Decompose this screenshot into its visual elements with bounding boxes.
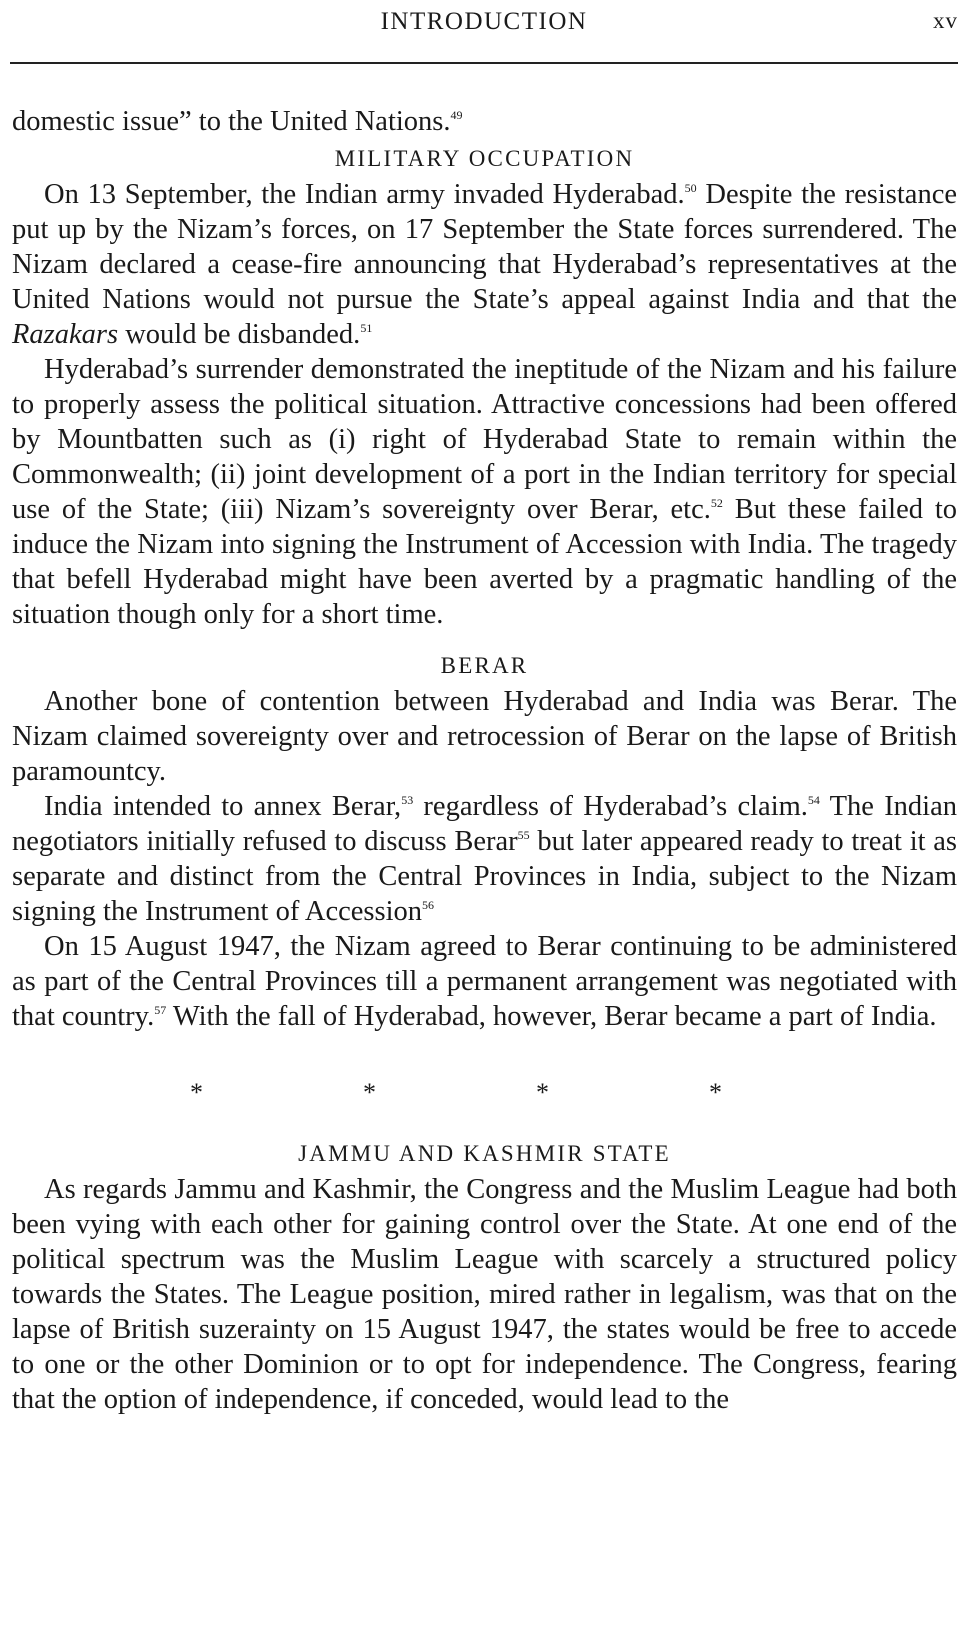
paragraph: On 13 September, the Indian army invaded Hyderabad.$^{50}$ Despite the resistance put up by the Nizam’s forces, on 17 September the State forces surrendered. The Nizam declared a cease-fire announcing that Hyderabad’s representatives at the United Nations would not pursue the State’s appeal against India and that the Razakars would be disbanded.$^{51}$ bbox=[12, 179, 957, 350]
footnote-ref: 51 bbox=[360, 321, 373, 335]
page-header bbox=[10, 8, 958, 48]
footnote-ref: 54 bbox=[807, 793, 820, 807]
paragraph-continuation: domestic issue” to the United Nations.$^{49}$ bbox=[12, 106, 463, 137]
asterisk: * bbox=[709, 1078, 722, 1107]
footnote-ref: 56 bbox=[422, 898, 435, 912]
footnote-ref: 52 bbox=[710, 496, 723, 510]
footnote-ref: 55 bbox=[517, 828, 530, 842]
section-heading-jammu-kashmir: JAMMU AND KASHMIR STATE bbox=[298, 1141, 671, 1166]
header-rule bbox=[10, 62, 958, 64]
paragraph: As regards Jammu and Kashmir, the Congress and the Muslim League had both been vying with each other for gaining control over the State. At one end of the political spectrum was the Muslim League with scarcely a structured policy towards the States. The League position, mired rather in legalism, was that on the lapse of British suzerainty on 15 August 1947, the states would be free to accede to one or the other Dominion or to opt for independence. The Congress, fearing that the option of independence, if conceded, would lead to the bbox=[12, 1174, 957, 1415]
paragraph: On 15 August 1947, the Nizam agreed to Berar continuing to be administered as part of the Central Provinces till a permanent arrangement was negotiated with that country.$^{57}$ With the fall of Hyderabad, however, Berar became a part of India. bbox=[12, 931, 957, 1032]
section-separator bbox=[12, 1078, 957, 1108]
body-text bbox=[12, 104, 957, 1417]
paragraph: Hyderabad’s surrender demonstrated the ineptitude of the Nizam and his failure to properly assess the political situation. Attractive concessions had been offered by Mountbatten such as (i) right of Hyderabad State to remain within the Commonwealth; (ii) joint development of a port in the Indian territory for special use of the State; (iii) Nizam’s sovereignty over Berar, etc.$^{52}$ But these failed to induce the Nizam into signing the Instrument of Accession with India. The tragedy that befell Hyderabad might have been averted by a pragmatic handling of the situation though only for a short time. bbox=[12, 354, 957, 630]
footnote-ref: 49 bbox=[450, 108, 463, 122]
page-number: xv bbox=[933, 8, 958, 33]
section-heading-military-occupation: MILITARY OCCUPATION bbox=[334, 146, 635, 171]
asterisk: * bbox=[536, 1078, 549, 1107]
italic-term: Razakars bbox=[12, 319, 119, 350]
footnote-ref: 57 bbox=[154, 1003, 167, 1017]
paragraph: India intended to annex Berar,$^{53}$ regardless of Hyderabad’s claim.$^{54}$ The Indian negotiators initially refused to discuss Berar$^{55}$ but later appeared ready to treat it as separate and distinct from the Central Provinces in India, subject to the Nizam signing the Instrument of Accession$^{56}$ bbox=[12, 791, 958, 927]
footnote-ref: 53 bbox=[401, 793, 414, 807]
running-title: INTRODUCTION bbox=[380, 8, 588, 35]
paragraph: Another bone of contention between Hyderabad and India was Berar. The Nizam claimed sovereignty over and retrocession of Berar on the lapse of British paramountcy. bbox=[12, 686, 957, 787]
section-heading-berar: BERAR bbox=[440, 653, 529, 678]
footnote-ref: 50 bbox=[684, 181, 697, 195]
asterisk: * bbox=[363, 1078, 376, 1107]
asterisk: * bbox=[190, 1078, 203, 1107]
